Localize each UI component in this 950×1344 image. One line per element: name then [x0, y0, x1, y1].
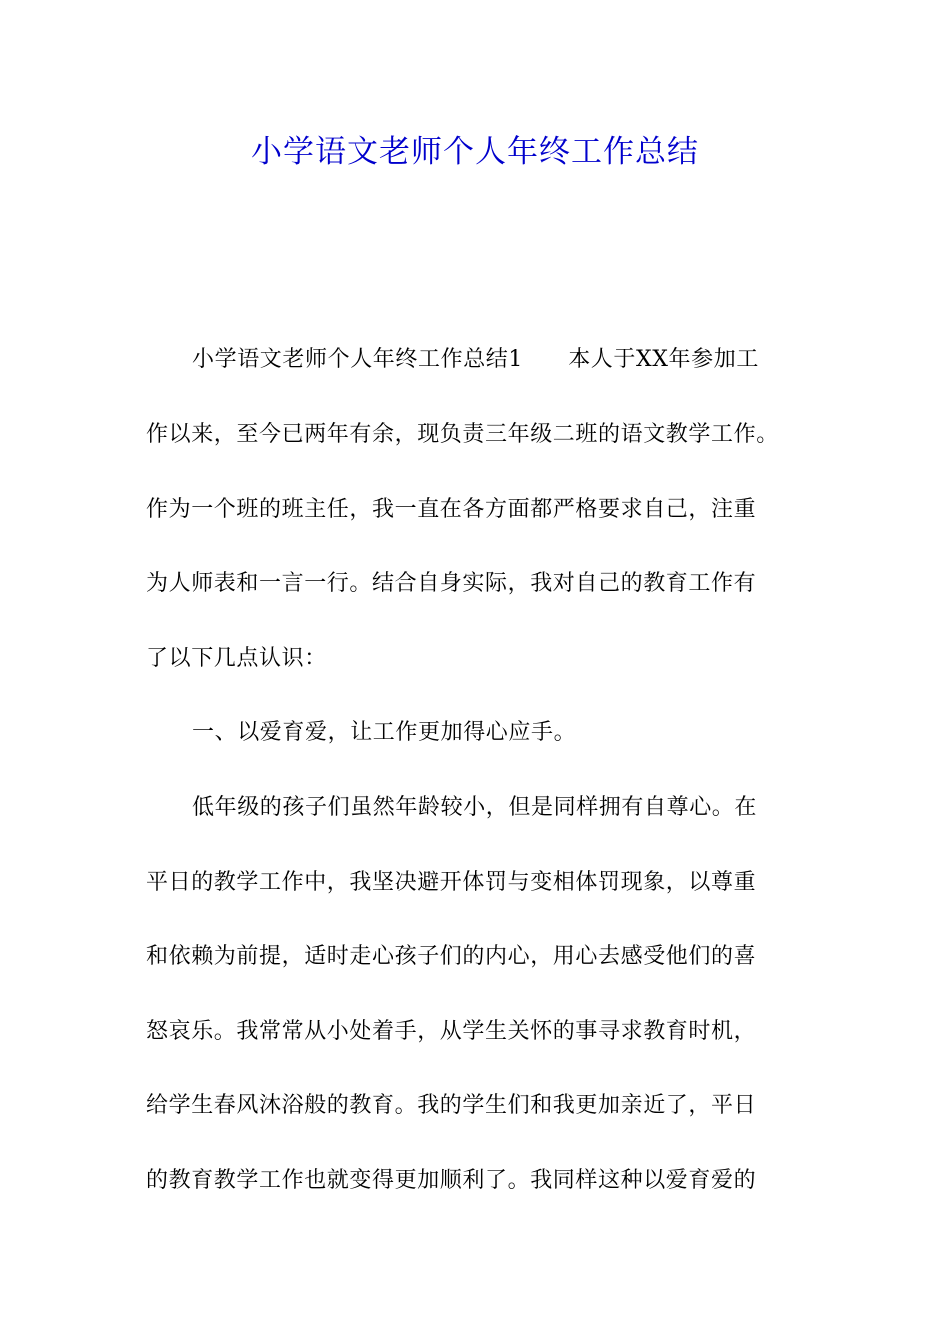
body-line-1: 小学语文老师个人年终工作总结1 本人于XX年参加工 — [192, 347, 759, 372]
document-title: 小学语文老师个人年终工作总结 — [251, 134, 699, 170]
body-line-7: 平日的教学工作中，我坚决避开体罚与变相体罚现象，以尊重 — [146, 870, 757, 895]
body-line-9: 怒哀乐。我常常从小处着手，从学生关怀的事寻求教育时机， — [146, 1019, 757, 1044]
body-line-8: 和依赖为前提，适时走心孩子们的内心，用心去感受他们的喜 — [146, 944, 757, 969]
body-line-2: 作以来，至今已两年有余，现负责三年级二班的语文教学工作。 — [146, 422, 779, 447]
section-heading-1: 一、以爱育爱，让工作更加得心应手。 — [192, 720, 577, 745]
body-line-6: 低年级的孩子们虽然年龄较小，但是同样拥有自尊心。在 — [192, 795, 758, 820]
body-line-11: 的教育教学工作也就变得更加顺利了。我同样这种以爱育爱的 — [146, 1168, 757, 1193]
body-line-10: 给学生春风沐浴般的教育。我的学生们和我更加亲近了，平日 — [146, 1093, 757, 1118]
body-line-3: 作为一个班的班主任，我一直在各方面都严格要求自己，注重 — [146, 497, 757, 522]
body-line-4: 为人师表和一言一行。结合自身实际，我对自己的教育工作有 — [146, 571, 757, 596]
body-line-5: 了以下几点认识： — [146, 646, 327, 671]
